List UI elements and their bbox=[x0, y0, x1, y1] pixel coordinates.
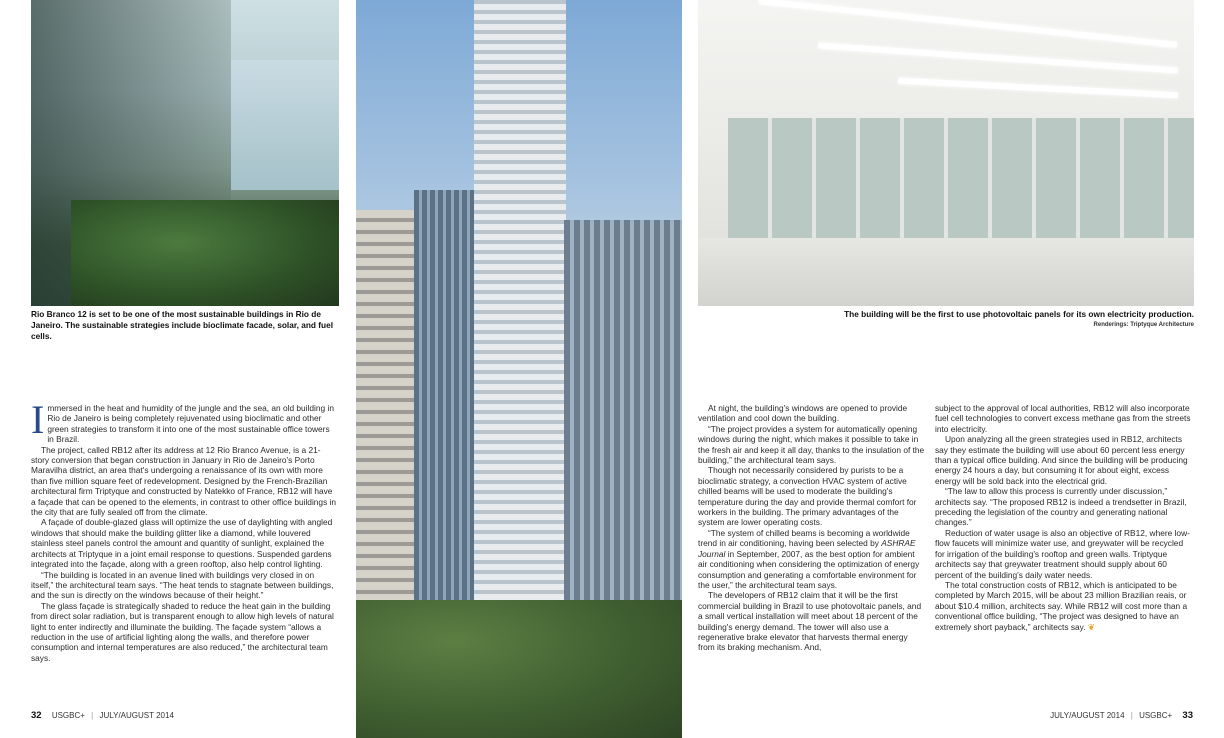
ceiling-light bbox=[898, 78, 1178, 99]
ceiling-light bbox=[818, 42, 1178, 73]
folio-right bbox=[1050, 710, 1193, 721]
sea-view-shape bbox=[231, 60, 339, 190]
issue-date: JULY/AUGUST 2014 bbox=[1050, 711, 1125, 720]
article-paragraph: “The system of chilled beams is becoming a worldwide trend in air conditioning, having been selected by ASHRAE Journal in September, 2007, as the best option for ambient air conditioning when considering the optimization of energy consumption and generating a comfortable environment for the user,” the architectural team says. bbox=[698, 527, 920, 590]
article-paragraph: The total construction costs of RB12, which is anticipated to be completed by March 2015, will be about 23 million Brazilian reais, or about $10.4 million, architects say. While RB12 will cost more than a conventional office building, “The project was designed to have an extremely short payback,” architects say. ❦ bbox=[935, 579, 1188, 632]
glass-building-right bbox=[564, 220, 682, 650]
caption-right: The building will be the first to use photovoltaic panels for its own electricity production. bbox=[844, 309, 1194, 319]
article-column-2 bbox=[698, 403, 926, 653]
page-number: 33 bbox=[1182, 710, 1193, 721]
article-paragraph: Upon analyzing all the green strategies used in RB12, architects say they estimate the building will use about 60 percent less energy than a typical office building. And since the building will be producing energy 24 hours a day, but consuming it for about eight, excess energy will be sold back into the electrical grid. bbox=[935, 434, 1188, 486]
article-paragraph: Immersed in the heat and humidity of the jungle and the sea, an old building in Rio de Janeiro is being completely rejuvenated using bioclimatic and other green strategies to transform it into one of the most sustainable office towers in Brazil. bbox=[31, 397, 334, 445]
glass-building-left bbox=[414, 190, 476, 650]
dropcap: I bbox=[31, 397, 45, 442]
neighbor-building-left bbox=[356, 210, 416, 650]
ceiling-light bbox=[759, 0, 1177, 48]
article-paragraph: At night, the building's windows are opened to provide ventilation and cool down the building. bbox=[698, 403, 908, 424]
magazine-name: USGBC+ bbox=[51, 711, 85, 720]
street-trees bbox=[356, 600, 682, 738]
magazine-name: USGBC+ bbox=[1139, 711, 1173, 720]
journal-title: ASHRAE Journal bbox=[698, 538, 916, 559]
photo-interior-atrium bbox=[31, 0, 339, 306]
photo-tower-exterior bbox=[356, 0, 682, 738]
article-column-3 bbox=[935, 403, 1195, 632]
photo-office-interior bbox=[698, 0, 1194, 306]
article-paragraph: The glass façade is strategically shaded to reduce the heat gain in the building from direct solar radiation, but is transparent enough to allow high levels of natural light to enter indirectly and illuminate the building. The façade system “allows a reduction in the use of artificial lighting along the walls, and therefore power consumption and internal temperatures are also reduced,” the architectural team says. bbox=[31, 600, 334, 663]
folio-separator: | bbox=[1130, 711, 1133, 720]
photo-credit: Renderings: Triptyque Architecture bbox=[1093, 322, 1194, 328]
article-paragraph: subject to the approval of local authorities, RB12 will also incorporate fuel cell technologies to convert excess methane gas from the streets into electricity. bbox=[935, 403, 1191, 434]
article-paragraph: “The building is located in an avenue lined with buildings very closed in on itself,” the architectural team says. “The heat tends to stagnate between buildings, and the sun is directly on the windows because of their height.” bbox=[31, 569, 334, 601]
article-paragraph: Though not necessarily considered by purists to be a bioclimatic strategy, a convection HVAC system of active chilled beams will be used to moderate the building's temperature during the day and provide thermal comfort for workers in the building. The primary advantages of the system are lower operating costs. bbox=[698, 465, 917, 528]
window-wall bbox=[728, 118, 1194, 238]
garden-trees-shape bbox=[71, 200, 339, 306]
issue-date: JULY/AUGUST 2014 bbox=[99, 711, 174, 720]
article-column-1 bbox=[31, 397, 337, 663]
article-paragraph: The developers of RB12 claim that it will be the first commercial building in Brazil to use photovoltaic panels, and a small vertical installation will meet about 18 percent of the building's energy demand. The tower will also use a regenerative brake elevator that harvests thermal energy from its braking mechanism. And, bbox=[698, 590, 922, 653]
rb12-tower bbox=[474, 0, 566, 640]
end-mark-icon: ❦ bbox=[1087, 621, 1095, 632]
article-paragraph: The project, called RB12 after its address at 12 Rio Branco Avenue, is a 21-story conversion that began construction in January in Rio de Janeiro's Porto Maravilha district, an area that's undergoing a renaissance of its own with more than five million square feet of redevelopment. Designed by the French-Brazilian architectural firm Triptyque and constructed by Natekko of France, RB12 will have a façade that can be opened to the elements, in contrast to other office buildings in the city that are fully sealed off from the climate. bbox=[31, 444, 337, 518]
folio-separator: | bbox=[91, 711, 94, 720]
page-number: 32 bbox=[31, 710, 42, 721]
article-paragraph: “The project provides a system for automatically opening windows during the night, which makes it possible to take in the fresh air and keep it all day, thanks to the insulation of the building,” the architectural team says. bbox=[698, 423, 925, 466]
article-paragraph: “The law to allow this process is currently under discussion,” architects say. “The proposed RB12 is indeed a trendsetter in Brazil, preceding the legislation of the country and generating national changes.” bbox=[935, 486, 1187, 528]
folio-left bbox=[31, 710, 174, 721]
article-paragraph: A façade of double-glazed glass will optimize the use of daylighting with angled windows that should make the building glitter like a diamond, while louvered stainless steel panels control the amount and quantity of sunlight, explained the architects at Triptyque in a joint email response to questions. Suspended gardens integrated into the façade, along with a green rooftop, also help control lighting. bbox=[31, 517, 333, 570]
office-floor bbox=[698, 238, 1194, 306]
caption-left: Rio Branco 12 is set to be one of the most sustainable buildings in Rio de Janeiro. The sustainable strategies include bioclimate facade, solar, and fuel cells. bbox=[31, 309, 334, 341]
article-paragraph: Reduction of water usage is also an objective of RB12, where low-flow faucets will minimize water use, and greywater will be recycled for irrigation of the building's rooftop and green walls. Triptyque architects say that greywater treatment should supply about 60 percent of the building's daily water needs. bbox=[935, 527, 1190, 580]
